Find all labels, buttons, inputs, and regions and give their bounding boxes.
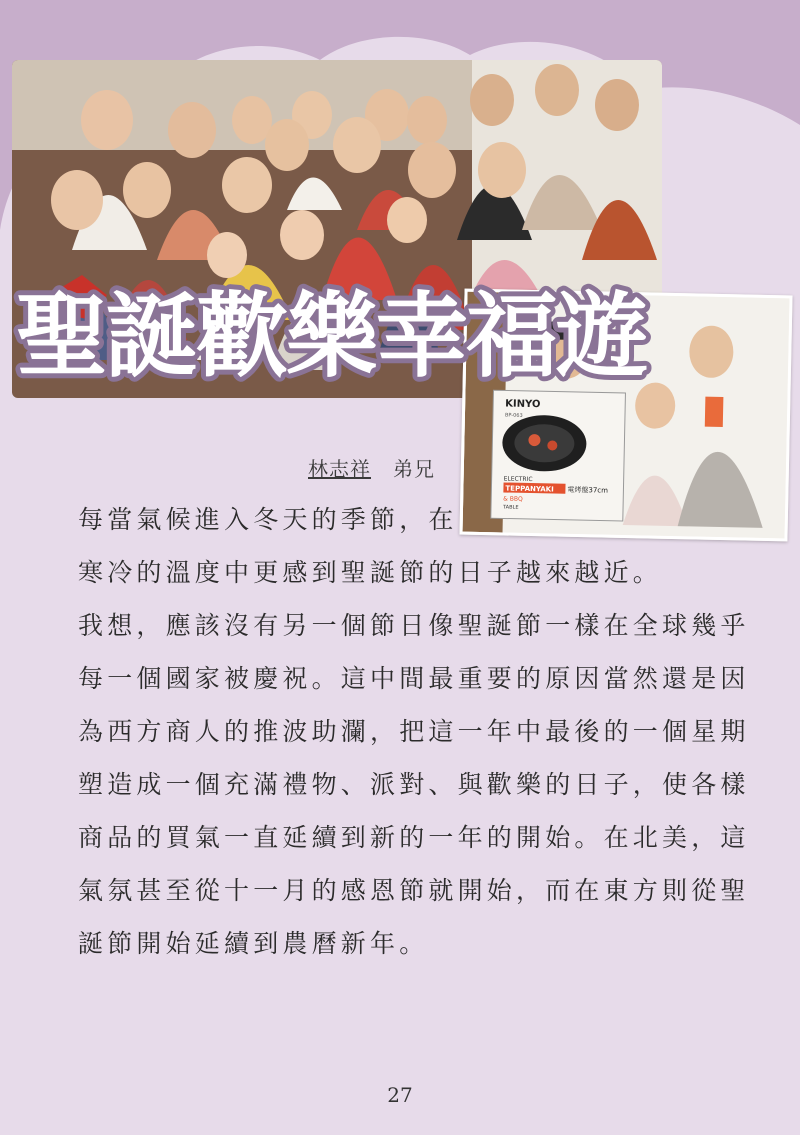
article-title bbox=[8, 256, 708, 396]
box-line1: ELECTRIC bbox=[503, 475, 533, 484]
box-line2: TEPPANYAKI bbox=[505, 484, 554, 494]
body-line-8: 氣氛甚至從十一月的感恩節就開始，而在東方則從聖 bbox=[78, 876, 750, 905]
box-brand: KINYO bbox=[505, 398, 541, 411]
box-model: BP-063 bbox=[504, 412, 523, 419]
body-line-7: 商品的買氣一直延續到新的一年的開始。在北美，這 bbox=[78, 823, 750, 852]
body-line-3: 我想，應該沒有另一個節日像聖誕節一樣在全球幾乎 bbox=[78, 611, 750, 640]
page-number: 27 bbox=[387, 1083, 413, 1107]
body-line-2: 寒冷的溫度中更感到聖誕節的日子越來越近。 bbox=[78, 558, 663, 587]
body-line-5: 為西方商人的推波助瀾，把這一年中最後的一個星期 bbox=[78, 717, 750, 746]
body-line-6: 塑造成一個充滿禮物、派對、與歡樂的日子，使各樣 bbox=[78, 770, 750, 799]
byline bbox=[308, 453, 435, 482]
box-tag: 電烤盤37cm bbox=[567, 485, 609, 495]
author-name: 林志祥 bbox=[308, 457, 371, 481]
box-line3: & BBQ bbox=[503, 495, 523, 503]
title-text: 聖誕歡樂幸福遊 bbox=[16, 283, 647, 390]
body-line-1: 每當氣候進入冬天的季節，在 bbox=[78, 505, 458, 534]
body-line-9: 誕節開始延續到農曆新年。 bbox=[78, 929, 429, 958]
author-role: 弟兄 bbox=[393, 457, 435, 481]
box-line4: TABLE bbox=[502, 504, 519, 511]
gift-box bbox=[491, 390, 626, 521]
body-line-4: 每一個國家被慶祝。這中間最重要的原因當然還是因 bbox=[78, 664, 750, 693]
